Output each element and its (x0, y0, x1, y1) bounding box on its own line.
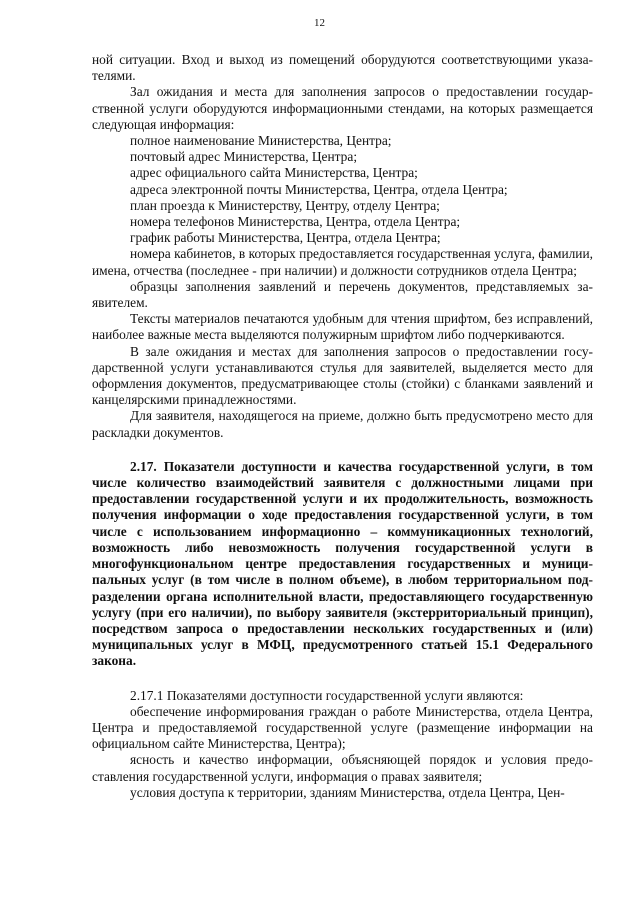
list-item: адрес официального сайта Министерства, Центра; (130, 165, 418, 181)
list-item: адреса электронной почты Министерства, Центра, отдела Центра; (130, 181, 508, 197)
paragraph: условия доступа к территории, зданиям Министерства, отдела Центра, Цен- (130, 784, 565, 800)
list-item: график работы Министерства, Центра, отдела Центра; (130, 230, 441, 246)
paragraph: В зале ожидания и местах для заполнения запросов о предоставлении государственной услуги устанавливаются стулья для заявителей, выделяется место для оформления документов, предусматривающее столы (стойки) с бланками заявлений и канцелярскими принадлежностями. (92, 343, 593, 408)
list-item: почтовый адрес Министерства, Центра; (130, 149, 358, 165)
paragraph: ной ситуации. Вход и выход из помещений оборудуются соответствующими указателями. (92, 52, 593, 84)
page-number: 12 (314, 17, 325, 29)
section-heading-2-17: 2.17. Показатели доступности и качества государственной услуги, в том числе количество взаимодействий заявителя с должностными лицами при предоставлении государственной услуги и их продолжительность, возможность получения информации о ходе предоставления государственной услуги, в том числе с использованием информационно – коммуникационных технологий, возможность либо невозможность получения государственной услуги в многофункциональном центре предоставления государственных и муниципальных услуг (в том числе в полном объеме), в любом территориальном подразделении органа исполнительной власти, предоставляющего государственную услугу (при его наличии), по выбору заявителя (экстерриториальный принцип), посредством запроса о предоставлении нескольких государственных и (или) муниципальных услуг в МФЦ, предусмотренного статьей 15.1 Федерального закона. (92, 458, 593, 669)
list-item: номера телефонов Министерства, Центра, отдела Центра; (130, 214, 461, 230)
page-content (92, 52, 593, 801)
paragraph: Тексты материалов печатаются удобным для чтения шрифтом, без исправлений, наиболее важные места выделяются полужирным шрифтом либо подчеркиваются. (92, 311, 593, 343)
paragraph: 2.17.1 Показателями доступности государственной услуги являются: (130, 687, 524, 703)
list-item: план проезда к Министерству, Центру, отделу Центра; (130, 197, 440, 213)
spacer (92, 670, 593, 688)
paragraph: Для заявителя, находящегося на приеме, должно быть предусмотрено место для раскладки документов. (92, 408, 593, 440)
list-item: образцы заполнения заявлений и перечень документов, представляемых заявителем. (92, 278, 593, 311)
list-item: номера кабинетов, в которых предоставляется государственная услуга, фамилии, имена, отчества (последнее - при наличии) и должности сотрудников отдела Центра; (92, 246, 593, 278)
paragraph: обеспечение информирования граждан о работе Министерства, отдела Центра, Центра и предоставляемой государственной услуге (размещение информации на официальном сайте Министерства, Центра); (92, 703, 593, 752)
spacer (92, 441, 593, 459)
paragraph: Зал ожидания и места для заполнения запросов о предоставлении государственной услуги оборудуются информационными стендами, на которых размещается следующая информация: (92, 84, 593, 132)
paragraph: ясность и качество информации, объясняющей порядок и условия предоставления государственной услуги, информация о правах заявителя; (92, 752, 593, 784)
list-item: полное наименование Министерства, Центра; (130, 133, 392, 149)
